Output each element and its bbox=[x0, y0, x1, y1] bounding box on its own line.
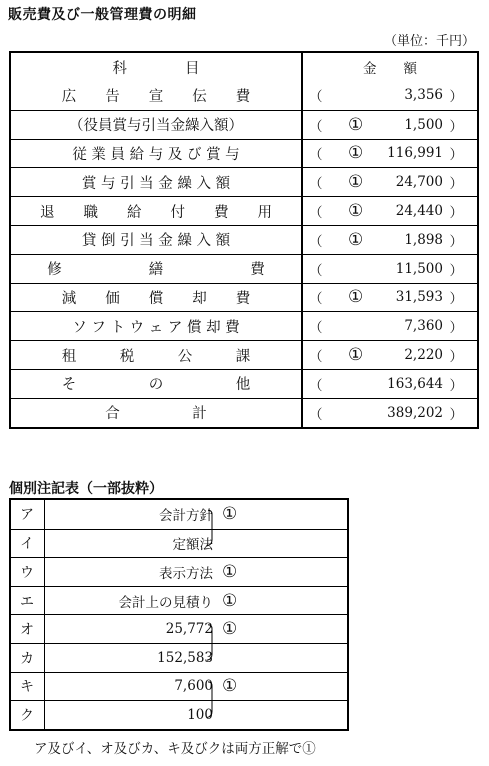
note-label: ウ bbox=[11, 558, 45, 586]
right-paren: ） bbox=[449, 406, 463, 423]
right-paren: ） bbox=[449, 349, 463, 366]
score-mark: ① bbox=[348, 201, 364, 222]
score-mark: ① bbox=[222, 676, 238, 697]
right-paren: ） bbox=[449, 205, 463, 222]
score-mark: ① bbox=[222, 504, 238, 525]
footnote: ア及びイ、オ及びカ、キ及びクは両方正解で① bbox=[34, 741, 316, 757]
amount-value: 31,593 bbox=[395, 289, 443, 306]
left-paren: （ bbox=[309, 89, 323, 106]
note-text: 会計方針 bbox=[159, 508, 213, 525]
left-paren: （ bbox=[309, 262, 323, 279]
subject-text: 減 価 償 却 費 bbox=[61, 290, 251, 307]
amount-value: 24,700 bbox=[395, 174, 443, 191]
score-mark: ① bbox=[348, 114, 364, 135]
subject-header: 科 目 bbox=[112, 60, 200, 77]
score-mark: ① bbox=[222, 619, 238, 640]
subject-text: 従 業 員 給 与 及 び 賞 与 bbox=[72, 146, 240, 163]
brace-line bbox=[207, 682, 212, 718]
subject-text: 賞 与 引 当 金 繰 入 額 bbox=[81, 175, 231, 192]
amount-value: 7,360 bbox=[404, 318, 443, 335]
subject-text: 退 職 給 付 費 用 bbox=[40, 204, 272, 221]
subject-text: 広 告 宣 伝 費 bbox=[61, 88, 251, 105]
score-mark: ① bbox=[222, 561, 238, 582]
right-paren: ） bbox=[449, 147, 463, 164]
right-paren: ） bbox=[449, 176, 463, 193]
left-paren: （ bbox=[309, 406, 323, 423]
amount-header: 金 額 bbox=[363, 61, 417, 77]
amount-value: 3,356 bbox=[404, 87, 443, 104]
right-paren: ） bbox=[449, 320, 463, 337]
amount-value: 389,202 bbox=[387, 404, 443, 421]
amount-value: 116,991 bbox=[387, 145, 443, 162]
right-paren: ） bbox=[449, 233, 463, 250]
score-mark: ① bbox=[348, 143, 364, 164]
note-text: 152,583 bbox=[157, 649, 213, 666]
left-paren: （ bbox=[309, 320, 323, 337]
score-mark: ① bbox=[348, 287, 364, 308]
note-text: 25,772 bbox=[165, 621, 213, 638]
subject-text: 租 税 公 課 bbox=[61, 348, 251, 365]
left-paren: （ bbox=[309, 205, 323, 222]
note-label: イ bbox=[11, 530, 45, 558]
amount-value: 11,500 bbox=[395, 260, 443, 277]
unit-label: （単位：千円） bbox=[383, 34, 475, 49]
left-paren: （ bbox=[309, 233, 323, 250]
score-mark: ① bbox=[348, 172, 364, 193]
note-text: 100 bbox=[187, 706, 213, 723]
amount-value: 1,898 bbox=[404, 231, 443, 248]
amount-value: 1,500 bbox=[404, 116, 443, 133]
note-label: キ bbox=[11, 673, 45, 701]
left-paren: （ bbox=[309, 349, 323, 366]
note-label: ク bbox=[11, 701, 45, 729]
right-paren: ） bbox=[449, 262, 463, 279]
left-paren: （ bbox=[309, 176, 323, 193]
page-title: 販売費及び一般管理費の明細 bbox=[8, 7, 197, 23]
subject-text: ソ フ ト ウ ェ ア 償 却 費 bbox=[72, 319, 240, 336]
amount-value: 163,644 bbox=[387, 375, 443, 392]
left-paren: （ bbox=[309, 291, 323, 308]
note-text: 表示方法 bbox=[159, 565, 213, 582]
note-label: オ bbox=[11, 615, 45, 643]
subject-text: 修 繕 費 bbox=[47, 262, 265, 279]
right-paren: ） bbox=[449, 89, 463, 106]
note-text: 7,600 bbox=[174, 678, 213, 695]
note-label: カ bbox=[11, 644, 45, 672]
note-text: 会計上の見積り bbox=[118, 594, 213, 611]
subject-text: （役員賞与引当金繰入額） bbox=[69, 118, 243, 135]
brace-line bbox=[207, 510, 212, 546]
score-mark: ① bbox=[222, 590, 238, 611]
amount-value: 24,440 bbox=[395, 203, 443, 220]
left-paren: （ bbox=[309, 147, 323, 164]
amount-value: 2,220 bbox=[404, 347, 443, 364]
note-label: エ bbox=[11, 587, 45, 615]
score-mark: ① bbox=[348, 345, 364, 366]
left-paren: （ bbox=[309, 377, 323, 394]
left-paren: （ bbox=[309, 118, 323, 135]
note-text: 定額法 bbox=[172, 537, 213, 554]
note-label: ア bbox=[11, 500, 45, 529]
subject-text: 貸 倒 引 当 金 繰 入 額 bbox=[81, 233, 231, 250]
subject-text: 合 計 bbox=[105, 406, 207, 423]
right-paren: ） bbox=[449, 377, 463, 394]
notes-title: 個別注記表（一部抜粋） bbox=[9, 481, 163, 497]
subject-text: そ の 他 bbox=[61, 377, 251, 394]
score-mark: ① bbox=[348, 229, 364, 250]
right-paren: ） bbox=[449, 118, 463, 135]
brace-line bbox=[207, 625, 212, 661]
right-paren: ） bbox=[449, 291, 463, 308]
